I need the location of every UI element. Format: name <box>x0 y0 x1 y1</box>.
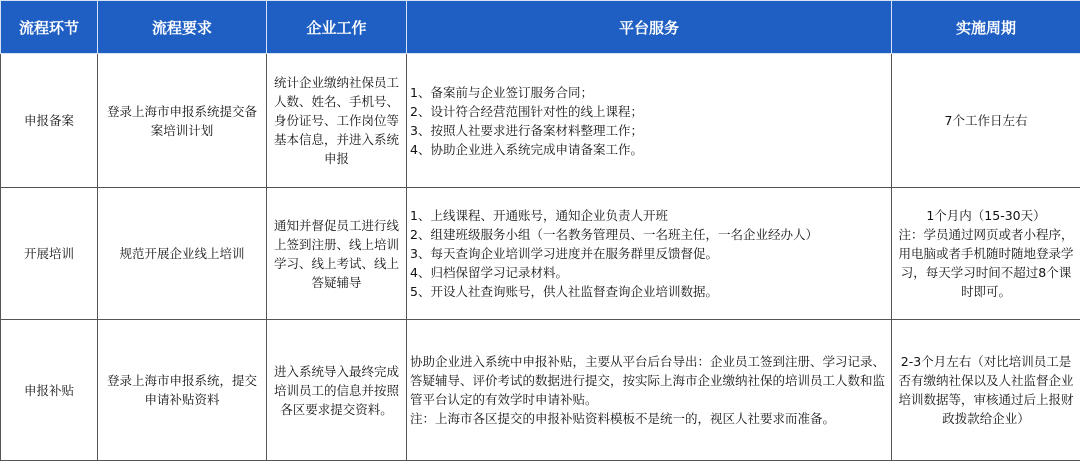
platform-service-line: 1、上线课程、开通账号，通知企业负责人开班 <box>410 206 887 225</box>
table-row <box>1 188 1080 320</box>
platform-service-line: 5、开设人社查询账号，供人社监督查询企业培训数据。 <box>410 282 887 301</box>
requirement-cell: 登录上海市申报系统，提交申请补贴资料 <box>98 320 267 461</box>
period-cell <box>892 320 1080 461</box>
enterprise-work-cell: 进入系统导入最终完成培训员工的信息并按照各区要求提交资料。 <box>267 320 407 461</box>
header-enterprise-work: 企业工作 <box>267 1 407 54</box>
platform-service-line: 3、按照人社要求进行备案材料整理工作； <box>410 121 887 140</box>
header-period: 实施周期 <box>892 1 1080 54</box>
header-stage: 流程环节 <box>1 1 98 54</box>
period-note: 注：学员通过网页或者小程序，用电脑或者手机随时随地登录学习，每天学习时间不超过8个课时即可。 <box>896 225 1076 301</box>
table-header-row <box>1 1 1080 54</box>
platform-service-line: 2、设计符合经营范围针对性的线上课程； <box>410 102 887 121</box>
platform-service-line: 协助企业进入系统中申报补贴，主要从平台后台导出：企业员工签到注册、学习记录、答疑辅导、评价考试的数据进行提交，按实际上海市企业缴纳社保的培训员工人数和监管平台认定的有效学时申请补贴。 <box>410 352 887 409</box>
period-cell <box>892 54 1080 188</box>
table-row <box>1 54 1080 188</box>
platform-service-line: 4、协助企业进入系统完成申请备案工作。 <box>410 140 887 159</box>
requirement-cell: 登录上海市申报系统提交备案培训计划 <box>98 54 267 188</box>
platform-service-cell <box>407 188 892 320</box>
platform-service-line: 注：上海市各区提交的申报补贴资料模板不是统一的，视区人社要求而准备。 <box>410 409 887 428</box>
period-text: 7个工作日左右 <box>896 111 1076 130</box>
platform-service-line: 2、组建班级服务小组（一名教务管理员、一名班主任，一名企业经办人） <box>410 225 887 244</box>
stage-cell: 申报备案 <box>1 54 98 188</box>
header-requirement: 流程要求 <box>98 1 267 54</box>
platform-service-line: 4、归档保留学习记录材料。 <box>410 263 887 282</box>
enterprise-work-cell: 统计企业缴纳社保员工人数、姓名、手机号、身份证号、工作岗位等基本信息，并进入系统申报 <box>267 54 407 188</box>
table-row <box>1 320 1080 461</box>
enterprise-work-cell: 通知并督促员工进行线上签到注册、线上培训学习、线上考试、线上答疑辅导 <box>267 188 407 320</box>
platform-service-cell <box>407 54 892 188</box>
requirement-cell: 规范开展企业线上培训 <box>98 188 267 320</box>
period-text: 1个月内（15-30天） <box>896 206 1076 225</box>
header-platform-service: 平台服务 <box>407 1 892 54</box>
period-text: 2-3个月左右（对比培训员工是否有缴纳社保以及人社监督企业培训数据等，审核通过后上报财政拨款给企业） <box>896 352 1076 428</box>
stage-cell: 开展培训 <box>1 188 98 320</box>
stage-cell: 申报补贴 <box>1 320 98 461</box>
platform-service-line: 3、每天查询企业培训学习进度并在服务群里反馈督促。 <box>410 244 887 263</box>
platform-service-cell <box>407 320 892 461</box>
period-cell <box>892 188 1080 320</box>
platform-service-line: 1、备案前与企业签订服务合同； <box>410 83 887 102</box>
